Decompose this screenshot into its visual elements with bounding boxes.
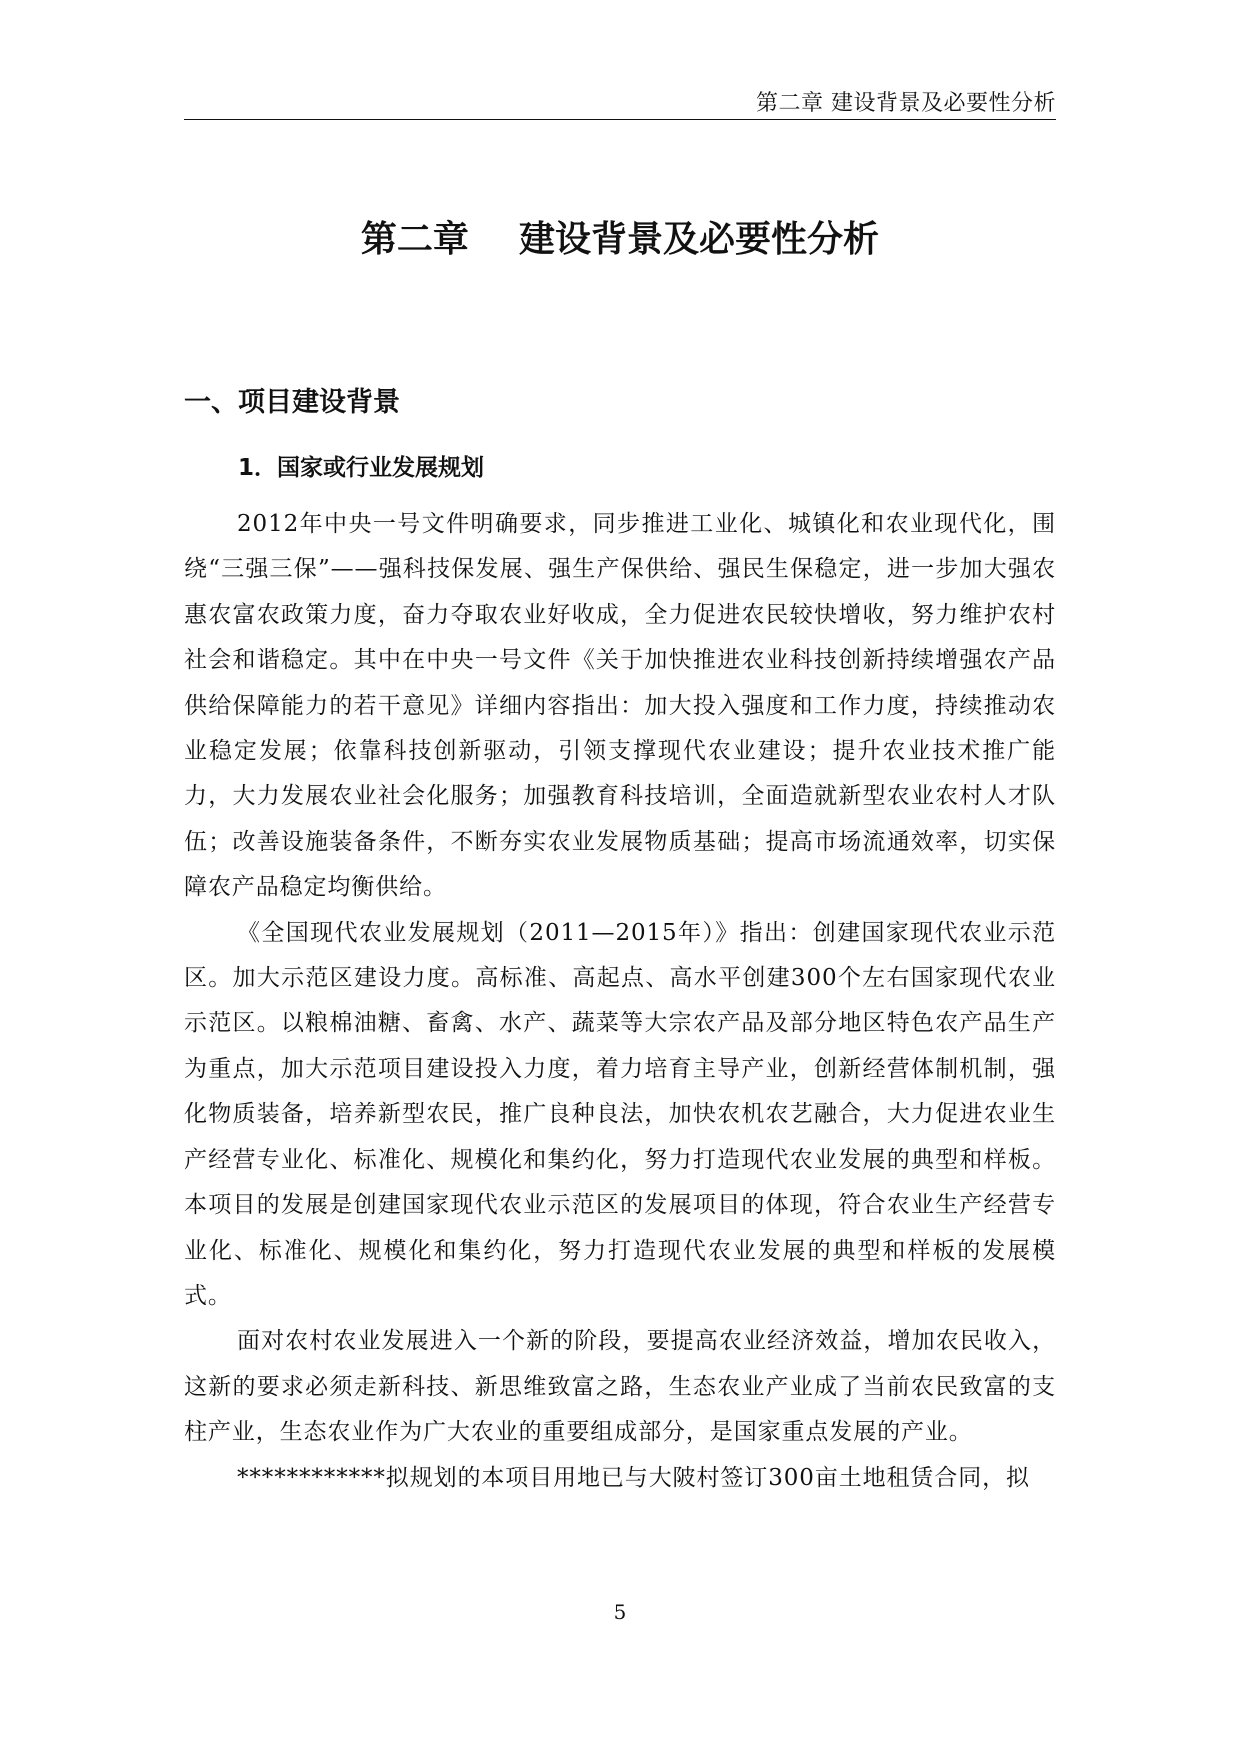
running-header: 第二章 建设背景及必要性分析 <box>756 91 1056 116</box>
subsection-heading: 1．国家或行业发展规划 <box>238 455 485 481</box>
page-number: 5 <box>613 1600 627 1624</box>
chapter-title: 第二章 建设背景及必要性分析 <box>360 219 880 260</box>
paragraph-new-stage: 面对农村农业发展进入一个新的阶段，要提高农业经济效益，增加农民收入，这新的要求必须走新科技、新思维致富之路，生态农业产业成了当前农民致富的支柱产业，生态农业作为广大农业的重要组成部分，是国家重点发展的产业。 <box>184 1328 1056 1446</box>
paragraph-modern-agriculture-plan: 《全国现代农业发展规划（2011—2015年）》指出：创建国家现代农业示范区。加大示范区建设力度。高标准、高起点、高水平创建300个左右国家现代农业示范区。以粮棉油糖、畜禽、水产、蔬菜等大宗农产品及部分地区特色农产品生产为重点，加大示范项目建设投入力度，着力培育主导产业，创新经营体制机制，强化物质装备，培养新型农民，推广良种良法，加快农机农艺融合，大力促进农业生产经营专业化、标准化、规模化和集约化，努力打造现代农业发展的典型和样板。本项目的发展是创建国家现代农业示范区的发展项目的体现，符合农业生产经营专业化、标准化、规模化和集约化，努力打造现代农业发展的典型和样板的发展模式。 <box>184 919 1056 1309</box>
body-text <box>184 502 1056 1501</box>
paragraph-no1-document: 2012年中央一号文件明确要求，同步推进工业化、城镇化和农业现代化，围绕“三强三保”——强科技保发展、强生产保供给、强民生保稳定，进一步加大强农惠农富农政策力度，奋力夺取农业好收成，全力促进农民较快增收，努力维护农村社会和谐稳定。其中在中央一号文件《关于加快推进农业科技创新持续增强农产品供给保障能力的若干意见》详细内容指出：加大投入强度和工作力度，持续推动农业稳定发展；依靠科技创新驱动，引领支撑现代农业建设；提升农业技术推广能力，大力发展农业社会化服务；加强教育科技培训，全面造就新型农业农村人才队伍；改善设施装备条件，不断夯实农业发展物质基础；提高市场流通效率，切实保障农产品稳定均衡供给。 <box>184 511 1056 901</box>
section-heading: 一、项目建设背景 <box>184 387 400 418</box>
paragraph-land-lease: ************拟规划的本项目用地已与大陂村签订300亩土地租赁合同，拟 <box>237 1464 1030 1491</box>
header-rule <box>184 119 1056 120</box>
